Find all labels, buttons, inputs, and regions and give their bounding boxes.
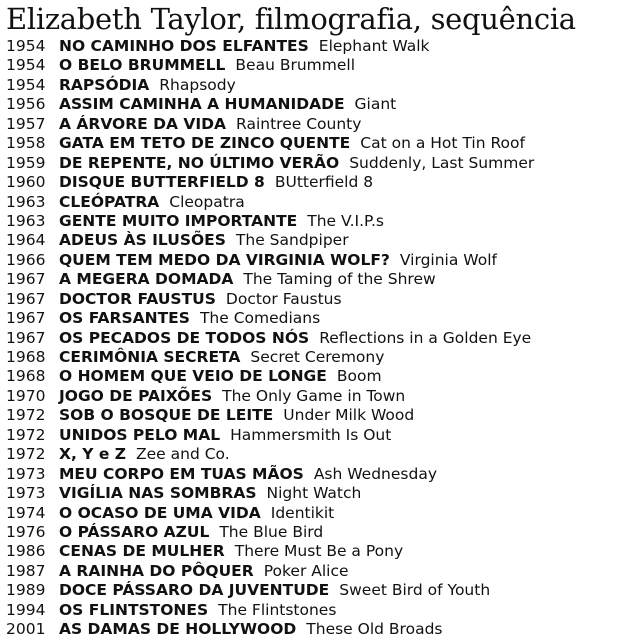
film-title-original: Cleopatra	[169, 192, 245, 211]
film-year: 1954	[6, 75, 46, 94]
film-title-original: The Taming of the Shrew	[243, 270, 436, 289]
list-item	[6, 329, 534, 348]
list-item	[6, 523, 534, 542]
list-item	[6, 348, 534, 367]
film-title-portuguese: O HOMEM QUE VEIO DE LONGE	[59, 367, 327, 386]
film-year: 1972	[6, 425, 46, 444]
film-title-portuguese: CERIMÔNIA SECRETA	[59, 348, 241, 366]
list-item	[6, 193, 534, 212]
film-year: 1957	[6, 114, 46, 133]
film-title-original: Ash Wednesday	[313, 464, 437, 483]
film-title-original: These Old Broads	[306, 620, 443, 639]
film-year: 1987	[6, 561, 46, 580]
film-year: 1963	[6, 211, 46, 230]
film-year: 1972	[6, 406, 46, 425]
list-item	[6, 387, 534, 406]
film-title-portuguese: RAPSÓDIA	[59, 75, 150, 94]
film-title-portuguese: ASSIM CAMINHA A HUMANIDADE	[59, 95, 345, 114]
film-year: 1986	[6, 542, 46, 561]
film-title-original: Zee and Co.	[136, 445, 230, 464]
list-item	[6, 212, 534, 231]
film-year: 1960	[6, 173, 46, 192]
film-year: 1967	[6, 328, 46, 347]
film-title-original: The Flintstones	[218, 600, 337, 619]
film-year: 1959	[6, 153, 46, 172]
film-title-portuguese: DOCTOR FAUSTUS	[59, 289, 216, 308]
film-year: 1972	[6, 445, 46, 464]
list-item	[6, 581, 534, 600]
film-title-original: The Sandpiper	[235, 231, 349, 250]
list-item	[6, 504, 534, 523]
film-title-original: Under Milk Wood	[283, 406, 415, 425]
film-title-original: Identikit	[270, 503, 335, 522]
list-item	[6, 270, 534, 289]
film-title-original: The Comedians	[199, 309, 321, 328]
list-item	[6, 620, 534, 639]
list-item	[6, 95, 534, 114]
film-title-portuguese: DISQUE BUTTERFIELD 8	[59, 173, 265, 192]
list-item	[6, 601, 534, 620]
film-year: 1970	[6, 386, 46, 405]
film-year: 1954	[6, 56, 46, 75]
list-item	[6, 154, 534, 173]
list-item	[6, 542, 534, 561]
film-title-original: The Blue Bird	[219, 522, 324, 541]
list-item	[6, 290, 534, 309]
film-title-portuguese: OS FARSANTES	[59, 309, 190, 328]
film-year: 1976	[6, 522, 46, 541]
film-year: 1973	[6, 484, 46, 503]
film-title-portuguese: A RAINHA DO PÔQUER	[59, 561, 254, 580]
film-year: 1974	[6, 503, 46, 522]
film-title-original: Reflections in a Golden Eye	[319, 328, 532, 347]
film-title-portuguese: CLEÓPATRA	[59, 192, 160, 211]
film-year: 1966	[6, 250, 46, 269]
film-title-portuguese: CENAS DE MULHER	[59, 542, 225, 561]
film-title-original: Beau Brummell	[235, 56, 356, 75]
film-title-original: Cat on a Hot Tin Roof	[360, 134, 525, 153]
film-title-portuguese: DE REPENTE, NO ÚLTIMO VERÃO	[59, 153, 340, 172]
film-title-portuguese: AS DAMAS DE HOLLYWOOD	[59, 620, 297, 639]
film-title-original: The Only Game in Town	[222, 386, 406, 405]
film-year: 1968	[6, 367, 46, 386]
film-title-portuguese: MEU CORPO EM TUAS MÃOS	[59, 464, 304, 483]
list-item	[6, 251, 534, 270]
list-item	[6, 562, 534, 581]
film-year: 1968	[6, 348, 46, 366]
film-title-portuguese: O PÁSSARO AZUL	[59, 522, 210, 541]
film-title-portuguese: A ÁRVORE DA VIDA	[59, 114, 227, 133]
film-title-portuguese: GENTE MUITO IMPORTANTE	[59, 211, 298, 230]
film-title-portuguese: GATA EM TETO DE ZINCO QUENTE	[59, 134, 351, 153]
list-item	[6, 231, 534, 250]
list-item	[6, 484, 534, 503]
film-title-portuguese: X, Y e Z	[59, 445, 127, 464]
film-year: 1956	[6, 95, 46, 114]
film-year: 1967	[6, 289, 46, 308]
list-item	[6, 426, 534, 445]
film-title-portuguese: A MEGERA DOMADA	[59, 270, 234, 289]
film-title-original: Giant	[354, 95, 397, 114]
film-year: 1973	[6, 464, 46, 483]
page-title: Elizabeth Taylor, filmografia, sequência	[6, 2, 576, 36]
film-title-original: Doctor Faustus	[225, 289, 342, 308]
film-title-portuguese: UNIDOS PELO MAL	[59, 425, 221, 444]
film-title-portuguese: NO CAMINHO DOS ELFANTES	[59, 37, 309, 55]
film-title-original: Secret Ceremony	[250, 348, 385, 366]
list-item	[6, 173, 534, 192]
film-title-original: Suddenly, Last Summer	[349, 153, 535, 172]
film-title-portuguese: QUEM TEM MEDO DA VIRGINIA WOLF?	[59, 250, 390, 269]
film-title-original: BUtterfield 8	[274, 173, 374, 192]
film-title-portuguese: O BELO BRUMMELL	[59, 56, 226, 75]
list-item	[6, 406, 534, 425]
film-title-original: Elephant Walk	[318, 37, 430, 55]
film-year: 1989	[6, 581, 46, 600]
list-item	[6, 134, 534, 153]
film-title-original: Sweet Bird of Youth	[339, 581, 491, 600]
film-title-portuguese: SOB O BOSQUE DE LEITE	[59, 406, 274, 425]
film-year: 1967	[6, 270, 46, 289]
film-year: 1967	[6, 309, 46, 328]
list-item	[6, 309, 534, 328]
film-title-original: Rhapsody	[159, 75, 236, 94]
list-item	[6, 76, 534, 95]
film-title-original: Virginia Wolf	[399, 250, 497, 269]
film-year: 1954	[6, 37, 46, 55]
list-item	[6, 37, 534, 56]
list-item	[6, 56, 534, 75]
film-title-original: Night Watch	[266, 484, 362, 503]
film-title-portuguese: OS PECADOS DE TODOS NÓS	[59, 328, 310, 347]
film-title-original: There Must Be a Pony	[234, 542, 404, 561]
film-year: 2001	[6, 620, 46, 639]
film-title-original: Poker Alice	[263, 561, 349, 580]
film-title-portuguese: ADEUS ÀS ILUSÕES	[59, 231, 226, 250]
film-title-original: Boom	[336, 367, 382, 386]
film-title-original: Raintree County	[236, 114, 362, 133]
film-year: 1958	[6, 134, 46, 153]
film-title-portuguese: DOCE PÁSSARO DA JUVENTUDE	[59, 581, 330, 600]
list-item	[6, 367, 534, 386]
film-title-portuguese: JOGO DE PAIXÕES	[59, 386, 213, 405]
filmography-list	[6, 37, 534, 640]
film-year: 1964	[6, 231, 46, 250]
film-year: 1963	[6, 192, 46, 211]
film-title-original: Hammersmith Is Out	[230, 425, 392, 444]
film-title-portuguese: OS FLINTSTONES	[59, 600, 209, 619]
film-title-portuguese: VIGÍLIA NAS SOMBRAS	[59, 484, 257, 503]
list-item	[6, 465, 534, 484]
list-item	[6, 445, 534, 464]
film-year: 1994	[6, 600, 46, 619]
film-title-original: The V.I.P.s	[307, 211, 384, 230]
list-item	[6, 115, 534, 134]
film-title-portuguese: O OCASO DE UMA VIDA	[59, 503, 261, 522]
